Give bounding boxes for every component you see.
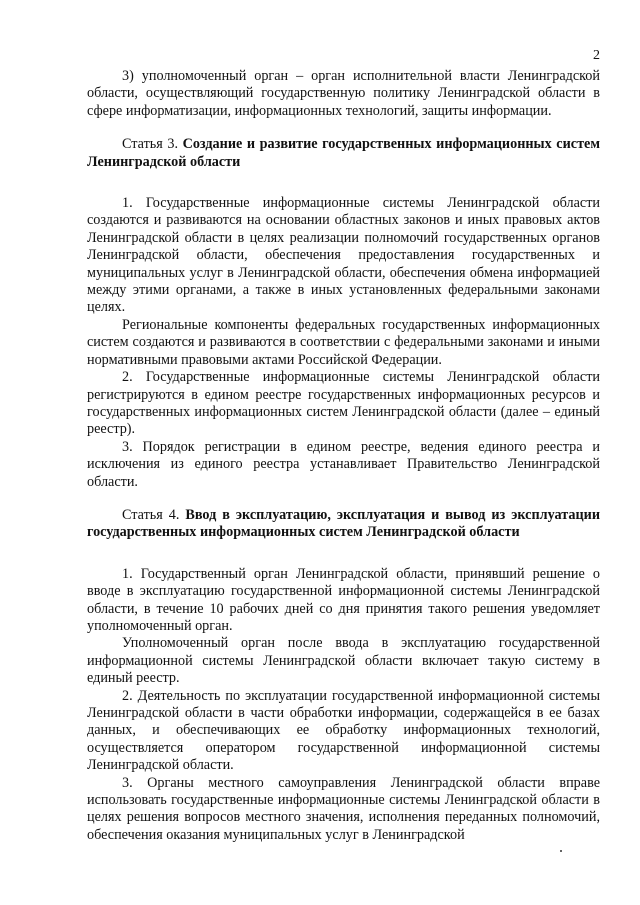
article-3-heading bbox=[87, 136, 600, 171]
article-4-paragraph-1b: Уполномоченный орган после ввода в эксплуатацию государственной информационной системы Ленинградской области включает такую систему в единый реестр. bbox=[87, 635, 600, 687]
article-3-paragraph-1b: Региональные компоненты федеральных государственных информационных систем создаются и развиваются в соответствии с федеральными законами и иными нормативными правовыми актами Российской Федерации. bbox=[87, 316, 600, 368]
article-3-label: Статья 3. bbox=[122, 136, 183, 153]
scan-speck bbox=[560, 850, 562, 852]
article-4-heading bbox=[87, 507, 600, 542]
article-3-paragraph-1: 1. Государственные информационные системы Ленинградской области создаются и развиваются на основании областных законов и иных правовых актов Ленинградской области в целях реализации полномочий государственных органов Ленинградской области, обеспечения предоставления государственных и муниципальных услуг в Ленинградской области, обеспечения обмена информацией между этими органами, а также в иных установленных федеральными законами целях. bbox=[87, 195, 600, 316]
article-3-paragraph-3: 3. Порядок регистрации в едином реестре, ведения единого реестра и исключения из единого реестра устанавливает Правительство Ленинградской области. bbox=[87, 438, 600, 490]
article-3-title: Создание и развитие государственных информационных систем Ленинградской области bbox=[87, 136, 600, 170]
article-4-paragraph-3: 3. Органы местного самоуправления Ленинградской области вправе использовать государственные информационные системы Ленинградской области в целях решения вопросов местного значения, исполнения переданных полномочий, обеспечения оказания муниципальных услуг в Ленинградской bbox=[87, 774, 600, 843]
article-4-paragraph-1: 1. Государственный орган Ленинградской области, принявший решение о вводе в эксплуатацию государственной информационной системы Ленинградской области, в течение 10 рабочих дней со дня принятия такого решения уведомляет уполномоченный орган. bbox=[87, 565, 600, 634]
definition-item-3: 3) уполномоченный орган – орган исполнительной власти Ленинградской области, осуществляющий государственную политику Ленинградской области в сфере информатизации, информационных технологий, защиты информации. bbox=[87, 68, 600, 119]
article-4-label: Статья 4. bbox=[122, 506, 186, 523]
article-3-paragraph-2: 2. Государственные информационные системы Ленинградской области регистрируются в едином реестре государственных информационных ресурсов и государственных информационных систем Ленинградской области (далее – единый реестр). bbox=[87, 369, 600, 438]
document-body bbox=[87, 68, 600, 844]
page-number: 2 bbox=[593, 48, 600, 63]
article-4-paragraph-2: 2. Деятельность по эксплуатации государственной информационной системы Ленинградской области в части обработки информации, содержащейся в ее базах данных, и обеспечивающих ее обработку информационных технологий, осуществляется оператором государственной информационной системы Ленинградской области. bbox=[87, 687, 600, 774]
article-4-title: Ввод в эксплуатацию, эксплуатация и вывод из эксплуатации государственных информационных систем Ленинградской области bbox=[87, 506, 600, 541]
